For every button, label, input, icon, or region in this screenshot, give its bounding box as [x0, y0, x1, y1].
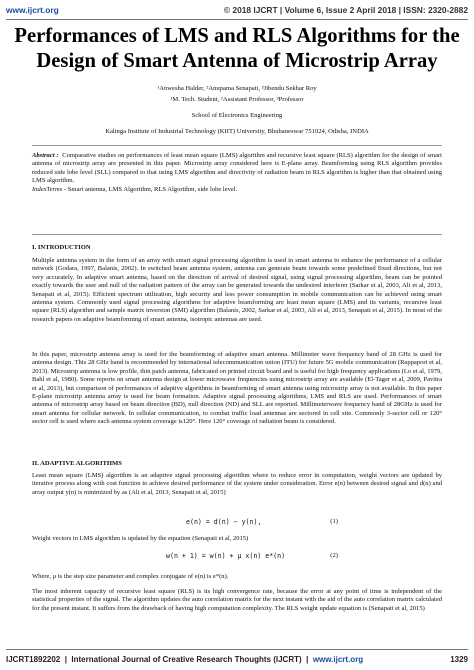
separator-rule — [32, 234, 442, 235]
footer-left: IJCRT1892202 | International Journal of Creative Research Thoughts (IJCRT) | www.ijcrt.org — [6, 654, 364, 664]
equation-2-number: (2) — [330, 552, 338, 559]
running-footer — [6, 651, 468, 667]
abstract-text: Comparative studies on performances of least mean square (LMS) algorithm and recursive least square (RLS) algorithm for the design of smart antenna of microstrip array are presented in this paper. Microstrip array considered here is E-plane array. Beamforming using RLS algorithm provides reduced side lobe level (SLL) compared to that using LMS algorithm and directivity of radiation beam in RLS algorithm is higher than that obtained using LMS algorithm. — [32, 152, 442, 185]
index-terms-label: IndexTerms — [32, 185, 63, 193]
intro-text-1: Multiple antenna system in the form of an array with smart signal processing algorithm is used in smart antenna to enhance the performance of a cellular network (Godara, 1997, Balanis, 2002). In switched beam antenna system, antenna can generate beam towards some predefined fixed directions, but not very accurately. In adaptive smart antenna, based on the direction of arrival of desired signal, using signal processing algorithm, beam can be pointed exactly towards the user and null of the radiation pattern of the array can be generated towards the undesired interferer (Sarkar et al, 2003, Ali et al, 2013, Senapati et al, 2015). Efficient spectrum utilization, high security and less power consumption in mobile communication can be achieved using smart antenna system. Commonly used signal processing algorithms for adaptive beamforming are least mean square (LMS) and its variants, recursive least square (RLS) algorithm and sample matrix inversion (SMI) algorithm (Balanis, 2002, Sarkar et al, 2003, Ali et al, 2013, Senapati et al, 2015). In most of the research papers on adaptive beamforming of smart antenna, isotropic antennas are used. — [32, 257, 442, 323]
paper-title: Performances of LMS and RLS Algorithms for the Design of Smart Antenna of Microstrip Array — [14, 25, 460, 72]
intro-text-2: In this paper, microstrip antenna array is used for the beamforming of adaptive smart antenna. Millimeter wave frequency band of 28 GHz is used for antenna design. This 28 GHz band is recommended by international telecommunication union (ITU) for future 5G mobile communication (Rappaport et al, 2013). Microstrip antenna is low profile, thin patch antenna, fabricated on printed circuit board and is useful for high frequency applications (Lo et al, 1979, Bahl et al, 1980). Some reports on smart antenna design at lower microwave frequencies using microstrip array are available (El-Tager et al, 2009, Pavitra et al, 2013), but comparison of performances of adaptive algorithms in beamforming of smart antenna using microstrip array is not available. In this paper E-plane microstrip antenna array is used for beam formation. Adaptive signal processing algorithms, LMS and RLS are used. Performances of smart antenna of microstrip array based on beam direction (BD), null direction (ND) and SLL are reported. Millimeterwave frequency band of 28GHz is used for smart antenna for cellular network. In cellular communication, to combat traffic load antennas are sectored in cell site. Commonly 3-sector cell or 120° sector cell is used where each antenna system coverage is120°. Here 120° coverage of radiation beam is considered. — [32, 351, 442, 426]
header-citation: © 2018 IJCRT | Volume 6, Issue 2 April 2018 | ISSN: 2320-2882 — [223, 4, 468, 15]
intro-paragraph-1 — [32, 257, 442, 324]
separator-rule — [32, 145, 442, 146]
algorithms-paragraph-3 — [32, 573, 442, 581]
authors: ¹Anwesha Halder, ²Anupama Senapati, ³Jibendu Sekhar Roy — [157, 85, 317, 92]
algorithms-text-2: Weight vectors in LMS algorithm is updated by the equation (Senapati et al, 2015) — [32, 535, 249, 542]
algorithms-text-1: Least mean square (LMS) algorithm is an adaptive signal processing algorithm where to reduce error in computation, weight vectors are updated by iterative process along with cost function to achieve desired performance of the system under consideration. Error e(n) between desired signal and d(n) and array output y(n) is minimized by as (Ali et al, 2013, Senapati et al, 2015) — [32, 472, 442, 496]
header-website[interactable]: www.ijcrt.org — [6, 4, 59, 15]
abstract-label: Abstract : — [32, 152, 59, 159]
running-header — [6, 0, 468, 19]
algorithms-text-3: Where, μ is the step size parameter and complex conjugate of e(n) is e*(n). — [32, 573, 229, 580]
section-heading-algorithms: II. ADAPTIVE ALGORITHMS — [32, 460, 122, 467]
school: School of Electronics Engineering — [191, 112, 283, 119]
algorithms-paragraph-1 — [32, 472, 442, 497]
author-roles: ¹M. Tech. Student, ²Assistant Professor, ³Professor — [170, 96, 304, 103]
equation-1-number: (1) — [330, 518, 338, 525]
footer-code: IJCRT1892202 — [6, 654, 61, 664]
footer-journal: International Journal of Creative Research Thoughts (IJCRT) — [71, 654, 302, 664]
algorithms-text-4: The most inherent capacity of recursive least square (RLS) is its high convergence rate, because the error at any point of time is independent of the statistical properties of the signal. The algorithm updates the auto correlation matrix for the next instant with the aid of the auto correlation matrix calculated for the present instant. It suffers from the drawback of having high computation complexity. The RLS weight update equation is (Senapati et al, 2015) — [32, 588, 442, 612]
footer-website[interactable]: www.ijcrt.org — [312, 654, 364, 664]
intro-paragraph-2 — [32, 351, 442, 427]
section-heading-introduction: I. INTRODUCTION — [32, 244, 91, 251]
equation-2: w(n + 1) = w(n) + μ x(n) e*(n) — [166, 552, 286, 560]
algorithms-paragraph-4 — [32, 588, 442, 613]
page-number: 1329 — [450, 654, 468, 664]
footer-rule — [6, 649, 468, 650]
equation-1: e(n) = d(n) − y(n), — [186, 518, 262, 526]
algorithms-paragraph-2 — [32, 535, 442, 543]
abstract — [32, 152, 442, 194]
institute: Kalinga Institute of Industrial Technology (KIIT) University, Bhubaneswar 751024, Odisha, INDIA — [105, 128, 369, 135]
header-rule — [6, 19, 468, 20]
index-terms-text: - Smart antenna, LMS Algorithm, RLS Algorithm, side lobe level. — [63, 185, 238, 193]
